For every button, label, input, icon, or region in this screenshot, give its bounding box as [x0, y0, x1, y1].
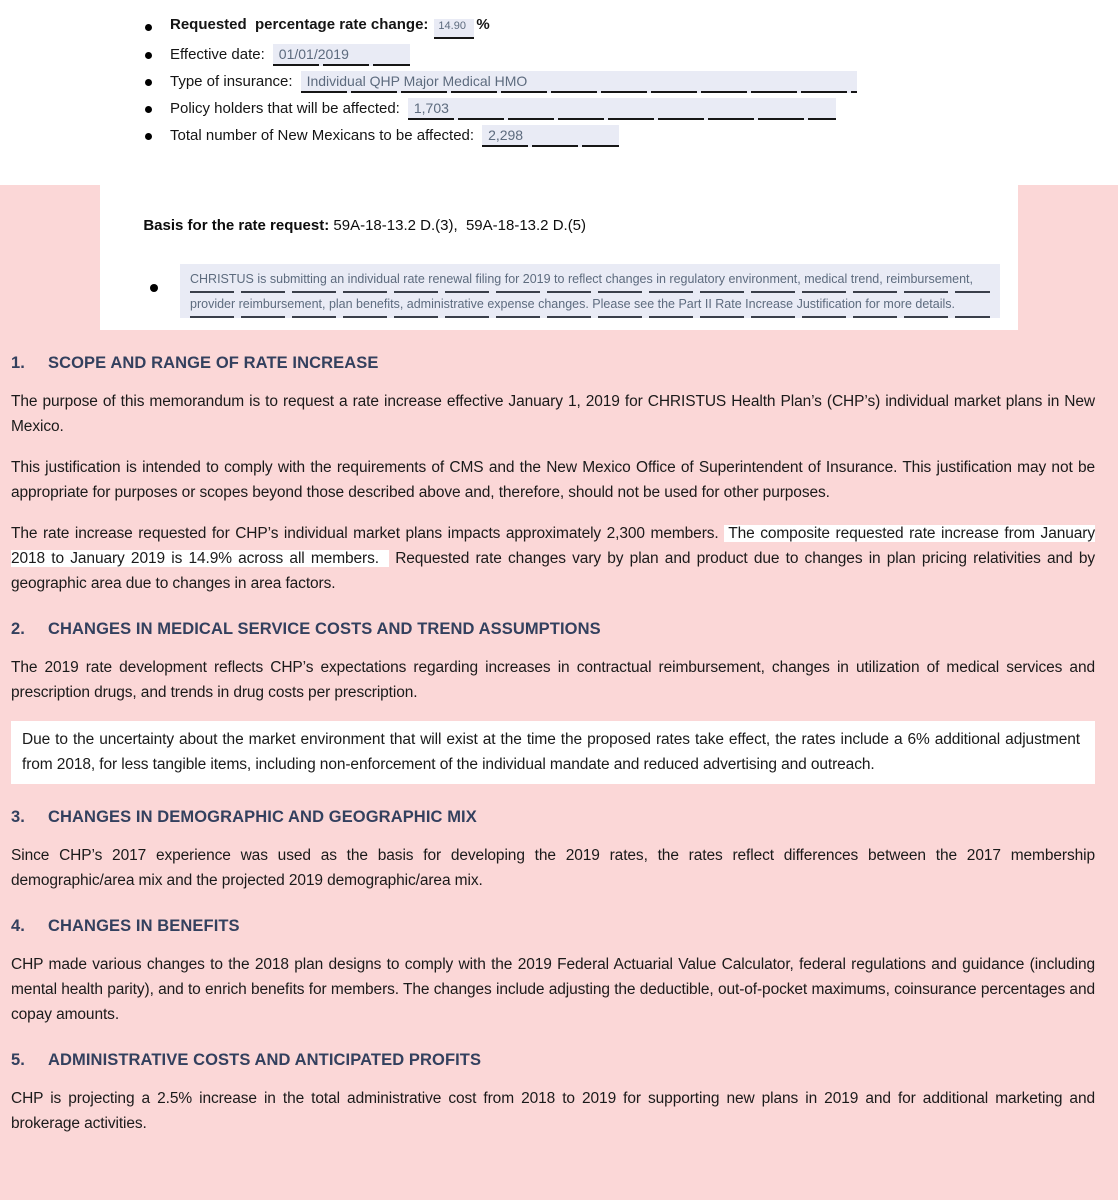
section-title: ADMINISTRATIVE COSTS AND ANTICIPATED PROFITS — [48, 1051, 482, 1069]
section-title: CHANGES IN DEMOGRAPHIC AND GEOGRAPHIC MIX — [48, 808, 477, 826]
section-heading-1 — [11, 354, 1095, 373]
section-number: 2. — [11, 620, 25, 638]
section-title: CHANGES IN MEDICAL SERVICE COSTS AND TREND ASSUMPTIONS — [48, 620, 601, 638]
form-row-insurance-type — [170, 71, 1118, 93]
insurance-type-input[interactable] — [301, 71, 857, 93]
paragraph: The purpose of this memorandum is to request a rate increase effective January 1, 2019 for CHRISTUS Health Plan’s (CHP’s) individual market plans in New Mexico. — [11, 393, 1095, 435]
basis-codes: 59A-18-13.2 D.(3), 59A-18-13.2 D.(5) — [329, 217, 587, 234]
rate-change-value: 14.90 — [438, 20, 466, 32]
section-title: CHANGES IN BENEFITS — [48, 917, 240, 935]
basis-title — [110, 200, 1000, 251]
section-heading-3 — [11, 808, 1095, 827]
percent-sign: % — [476, 16, 490, 33]
insurance-type-label: Type of insurance: — [170, 73, 293, 90]
section-heading-4 — [11, 917, 1095, 936]
bullet-icon — [150, 284, 158, 292]
section-number: 3. — [11, 808, 25, 826]
basis-label: Basis for the rate request: — [143, 217, 330, 234]
rate-change-label: Requested percentage rate change: — [170, 16, 429, 33]
form-row-total-affected — [170, 125, 1118, 147]
total-affected-input[interactable] — [482, 125, 619, 147]
form-row-rate-change — [170, 16, 1118, 39]
rate-change-input[interactable] — [434, 19, 474, 39]
paragraph: The 2019 rate development reflects CHP’s expectations regarding increases in contractual reimbursement, changes in utilization of medical services and prescription drugs, and trends in drug costs per prescription. — [11, 659, 1095, 701]
basis-note-line2: provider reimbursement, plan benefits, administrative expense changes. Please see the Part II Rate Increase Justification for more details. — [190, 293, 990, 318]
effective-date-input[interactable] — [273, 44, 410, 66]
white-boxed-paragraph: Due to the uncertainty about the market environment that will exist at the time the proposed rates take effect, the rates include a 6% additional adjustment from 2018, for less tangible items, including non-enforcement of the individual mandate and reduced advertising and outreach. — [11, 721, 1095, 784]
effective-date-value: 01/01/2019 — [278, 46, 349, 62]
section-number: 5. — [11, 1051, 25, 1069]
insurance-type-value: Individual QHP Major Medical HMO — [306, 73, 528, 89]
paragraph: CHP made various changes to the 2018 plan designs to comply with the 2019 Federal Actuarial Value Calculator, federal regulations and guidance (including mental health parity), and to enrich benefits for members. The changes include adjusting the deductible, out-of-pocket maximums, coinsurance percentages and copay amounts. — [11, 956, 1095, 1023]
paragraph-with-highlight — [11, 521, 1095, 596]
effective-date-label: Effective date: — [170, 46, 265, 63]
section-number: 4. — [11, 917, 25, 935]
paragraph: This justification is intended to comply with the requirements of CMS and the New Mexico Office of Superintendent of Insurance. This justification may not be appropriate for purposes or scopes beyond those described above and, therefore, should not be used for other purposes. — [11, 459, 1095, 501]
paragraph-text: Requested rate changes vary by plan and product due to changes in plan pricing relativities and by geographic area due to changes in area factors. — [11, 550, 1095, 592]
paragraph-text: The rate increase requested for CHP’s individual market plans impacts approximately 2,300 members. — [11, 525, 725, 542]
memo-body — [0, 185, 1118, 1200]
form-row-effective-date — [170, 44, 1118, 66]
section-heading-2 — [11, 620, 1095, 639]
basis-note-line1: CHRISTUS is submitting an individual rate renewal filing for 2019 to reflect changes in regulatory environment, medical trend, reimbursement, — [190, 268, 990, 293]
rate-request-form — [0, 0, 1118, 185]
section-number: 1. — [11, 354, 25, 372]
section-title: SCOPE AND RANGE OF RATE INCREASE — [48, 354, 379, 372]
highlighted-sentence: The composite requested rate increase from January 2018 to January 2019 is 14.9% across all members. — [11, 525, 1095, 567]
total-affected-label: Total number of New Mexicans to be affected: — [170, 127, 475, 144]
basis-note-input[interactable] — [180, 264, 1000, 318]
form-row-policy-holders — [170, 98, 1118, 120]
policy-holders-label: Policy holders that will be affected: — [170, 100, 400, 117]
paragraph: Since CHP’s 2017 experience was used as the basis for developing the 2019 rates, the rates reflect differences between the 2017 membership demographic/area mix and the projected 2019 demographic/area mix. — [11, 847, 1095, 889]
basis-box — [100, 185, 1018, 330]
policy-holders-value: 1,703 — [413, 100, 449, 116]
paragraph: CHP is projecting a 2.5% increase in the total administrative cost from 2018 to 2019 for supporting new plans in 2019 and for additional marketing and brokerage activities. — [11, 1090, 1095, 1132]
basis-note-row — [110, 264, 1000, 318]
policy-holders-input[interactable] — [408, 98, 836, 120]
total-affected-value: 2,298 — [488, 127, 524, 143]
section-heading-5 — [11, 1051, 1095, 1070]
